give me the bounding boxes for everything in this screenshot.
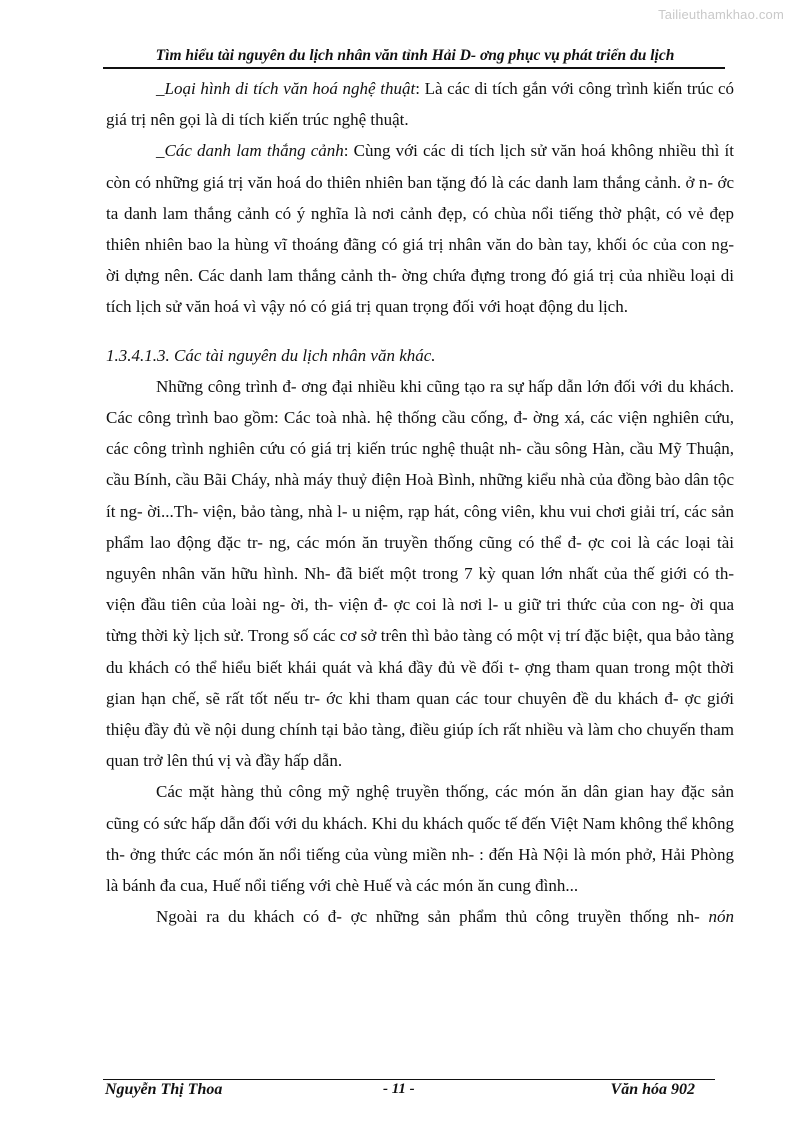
footer-divider: [103, 1079, 715, 1080]
paragraph-landscapes: [106, 135, 734, 322]
paragraph-modern-works: Những công trình đ- ơng đại nhiều khi cũng tạo ra sự hấp dẫn lớn đối với du khách. Các công trình bao gồm: Các toà nhà. hệ thống cầu cống, đ- ờng xá, các viện nghiên cứu, các công trình nghiên cứu có giá trị kiến trúc nghệ thuật nh- cầu sông Hàn, cầu Mỹ Thuận, cầu Bính, cầu Bãi Cháy, nhà máy thuỷ điện Hoà Bình, những kiểu nhà của đồng bào dân tộc ít ng- ời...Th- viện, bảo tàng, nhà l- u niệm, rạp hát, công viên, khu vui chơi giải trí, các sản phẩm lao động đặc tr- ng, các món ăn truyền thống cũng có thể đ- ợc coi là các loại tài nguyên nhân văn hữu hình. Nh- đã biết một trong 7 kỳ quan lớn nhất của thế giới có th- viện đầu tiên của loài ng- ời, th- viện đ- ợc coi là nơi l- u giữ tri thức của con ng- ời qua từng thời kỳ lịch sử. Trong số các cơ sở trên thì bảo tàng có một vị trí đặc biệt, qua bảo tàng du khách có thể hiểu biết khái quát và khá đầy đủ về đối t- ợng tham quan trong một thời gian hạn chế, sẽ rất tốt nếu tr- ớc khi tham quan các tour chuyên đề du khách đ- ợc giới thiệu đầy đủ về nội dung chính tại bảo tàng, điều giúp ích rất nhiều và làm cho chuyến tham quan trở lên thú vị và đầy hấp dẫn.: [106, 376, 734, 771]
section-heading: 1.3.4.1.3. Các tài nguyên du lịch nhân văn khác.: [106, 345, 436, 365]
paragraph-handicrafts: Các mặt hàng thủ công mỹ nghệ truyền thống, các món ăn dân gian hay đặc sản cũng có sức hấp dẫn đối với du khách. Khi du khách quốc tế đến Việt Nam không thể không th- ởng thức các món ăn nổi tiếng của vùng miền nh- : đến Hà Nội là món phở, Hải Phòng là bánh đa cua, Huế nổi tiếng với chè Huế và các món ăn cung đình...: [106, 782, 734, 896]
document-body: [106, 73, 734, 932]
page-footer: [105, 1081, 713, 1105]
class-label: Văn hóa 902: [610, 1081, 695, 1098]
paragraph-text: : Cùng với các di tích lịch sử văn hoá không nhiều thì ít còn có những giá trị văn hoá do thiên nhiên ban tặng đó là các danh lam thắng cảnh. ở n- ớc ta danh lam thắng cảnh có ý nghĩa là nơi cảnh đẹp, có chùa nổi tiếng thờ phật, có vẻ đẹp thiên nhiên bao la hùng vĩ thoáng đãng có giá trị nhân văn do bàn tay, khối óc của con ng- ời dựng nên. Các danh lam thắng cảnh th- ờng chứa đựng trong đó giá trị của nhiều loại di tích lịch sử văn hoá vì vậy nó có giá trị quan trọng đối với hoạt động du lịch.: [106, 141, 734, 317]
term-label: _Các danh lam thắng cảnh: [156, 141, 344, 161]
term-label: _Loại hình di tích văn hoá nghệ thuật: [156, 79, 416, 98]
watermark: Tailieuthamkhao.com: [658, 7, 784, 22]
paragraph-text: : Là các di tích gắn với công trình kiến trúc có giá trị nên gọi là di tích kiến trúc nghệ thuật.: [106, 79, 734, 130]
paragraph-text: Ngoài ra du khách có đ- ợc những sản phẩm thủ công truyền thống nh-: [156, 907, 709, 927]
paragraph-heritage-type: [106, 73, 734, 135]
paragraph-products: [106, 901, 734, 932]
italic-word: nón: [708, 907, 734, 927]
page-number: - 11 -: [383, 1081, 415, 1097]
header-divider: [103, 67, 725, 69]
author-name: Nguyễn Thị Thoa: [105, 1081, 223, 1098]
page-header: Tìm hiểu tài nguyên du lịch nhân văn tỉnh Hải D- ơng phục vụ phát triển du lịch: [155, 47, 675, 64]
